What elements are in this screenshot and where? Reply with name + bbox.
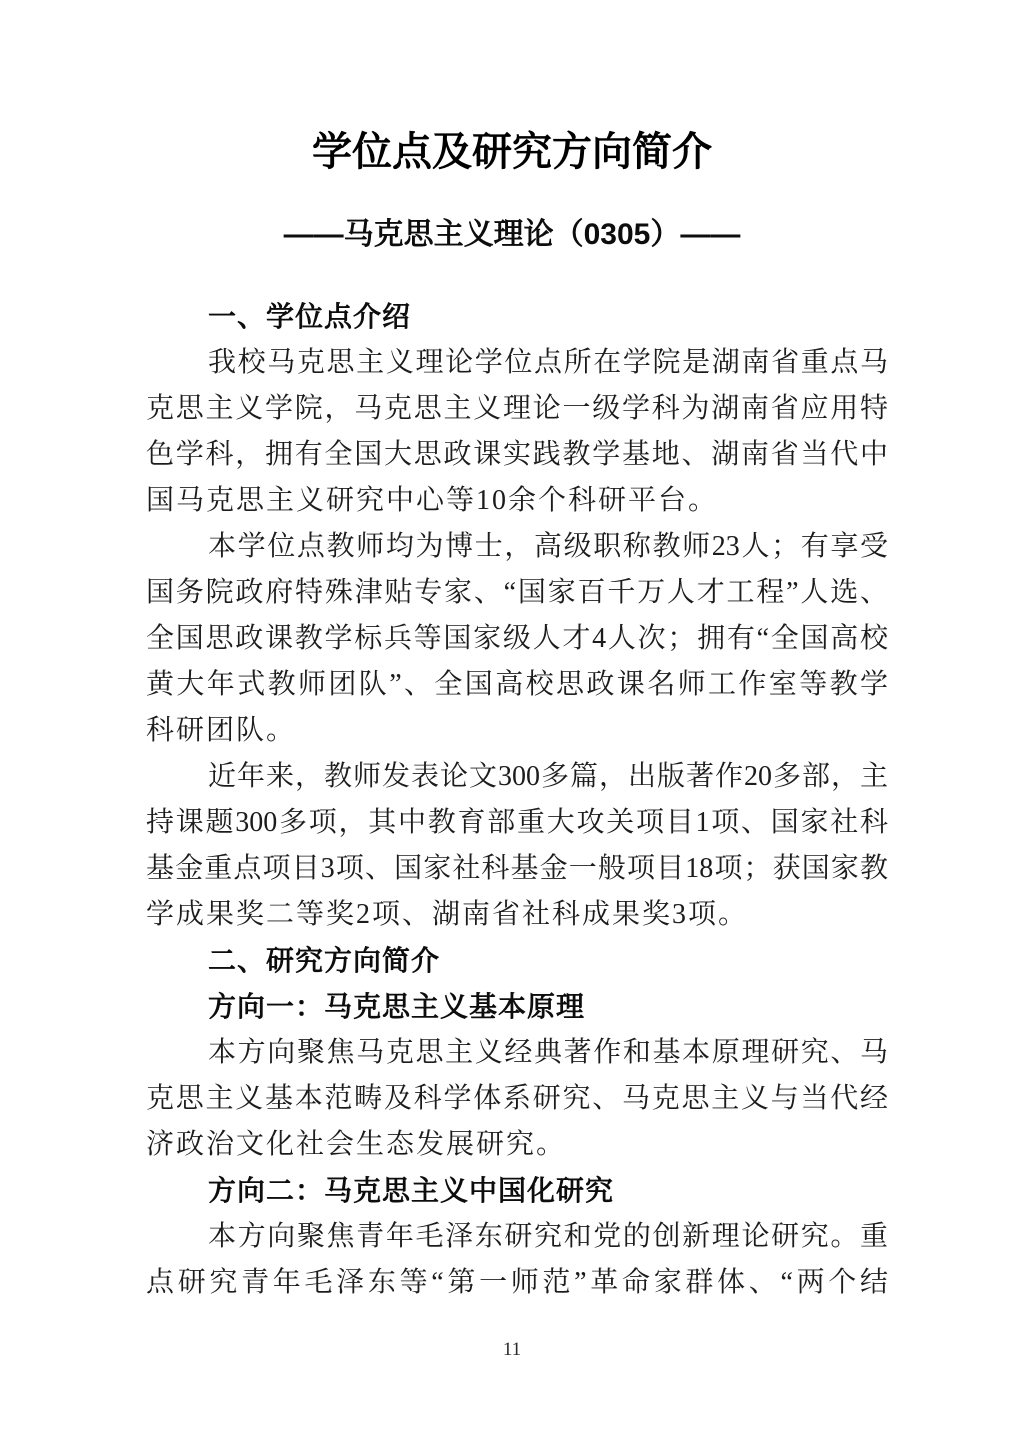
body-text-line: 克思主义基本范畴及科学体系研究、马克思主义与当代经 — [146, 1083, 888, 1114]
body-text-line: 学成果奖二等奖2项、湖南省社科成果奖3项。 — [146, 899, 749, 930]
body-text-line: 近年来，教师发表论文300多篇，出版著作20多部，主 — [208, 761, 888, 792]
body-text-line: 科研团队。 — [146, 715, 297, 746]
document-title: 学位点及研究方向简介 — [312, 129, 712, 174]
body-text-line: 基金重点项目3项、国家社科基金一般项目18项；获国家教 — [146, 853, 888, 884]
body-text-line: 济政治文化社会生态发展研究。 — [146, 1129, 567, 1160]
page-number: 11 — [502, 1339, 522, 1360]
body-text-line: 色学科，拥有全国大思政课实践教学基地、湖南省当代中 — [146, 439, 888, 470]
section-heading: 方向一：马克思主义基本原理 — [208, 991, 586, 1022]
body-text-line: 国务院政府特殊津贴专家、“国家百千万人才工程”人选、 — [146, 577, 888, 608]
section-heading: 方向二：马克思主义中国化研究 — [208, 1175, 615, 1206]
document-subtitle: ——马克思主义理论（0305）—— — [283, 218, 741, 251]
document-body — [146, 294, 888, 1306]
body-text-line: 国马克思主义研究中心等10余个科研平台。 — [146, 485, 719, 516]
body-text-line: 点研究青年毛泽东等“第一师范”革命家群体、“两个结 — [146, 1267, 888, 1298]
body-text-line: 我校马克思主义理论学位点所在学院是湖南省重点马 — [208, 347, 888, 378]
body-text-line: 本方向聚焦马克思主义经典著作和基本原理研究、马 — [208, 1037, 888, 1068]
body-text-line: 黄大年式教师团队”、全国高校思政课名师工作室等教学 — [146, 669, 888, 700]
section-heading: 一、学位点介绍 — [208, 301, 412, 332]
body-text-line: 克思主义学院，马克思主义理论一级学科为湖南省应用特 — [146, 393, 888, 424]
body-text-line: 全国思政课教学标兵等国家级人才4人次；拥有“全国高校 — [146, 623, 888, 654]
body-text-line: 持课题300多项，其中教育部重大攻关项目1项、国家社科 — [146, 807, 888, 838]
body-text-line: 本方向聚焦青年毛泽东研究和党的创新理论研究。重 — [208, 1221, 888, 1252]
section-heading: 二、研究方向简介 — [208, 945, 441, 976]
body-text-line: 本学位点教师均为博士，高级职称教师23人；有享受 — [208, 531, 888, 562]
